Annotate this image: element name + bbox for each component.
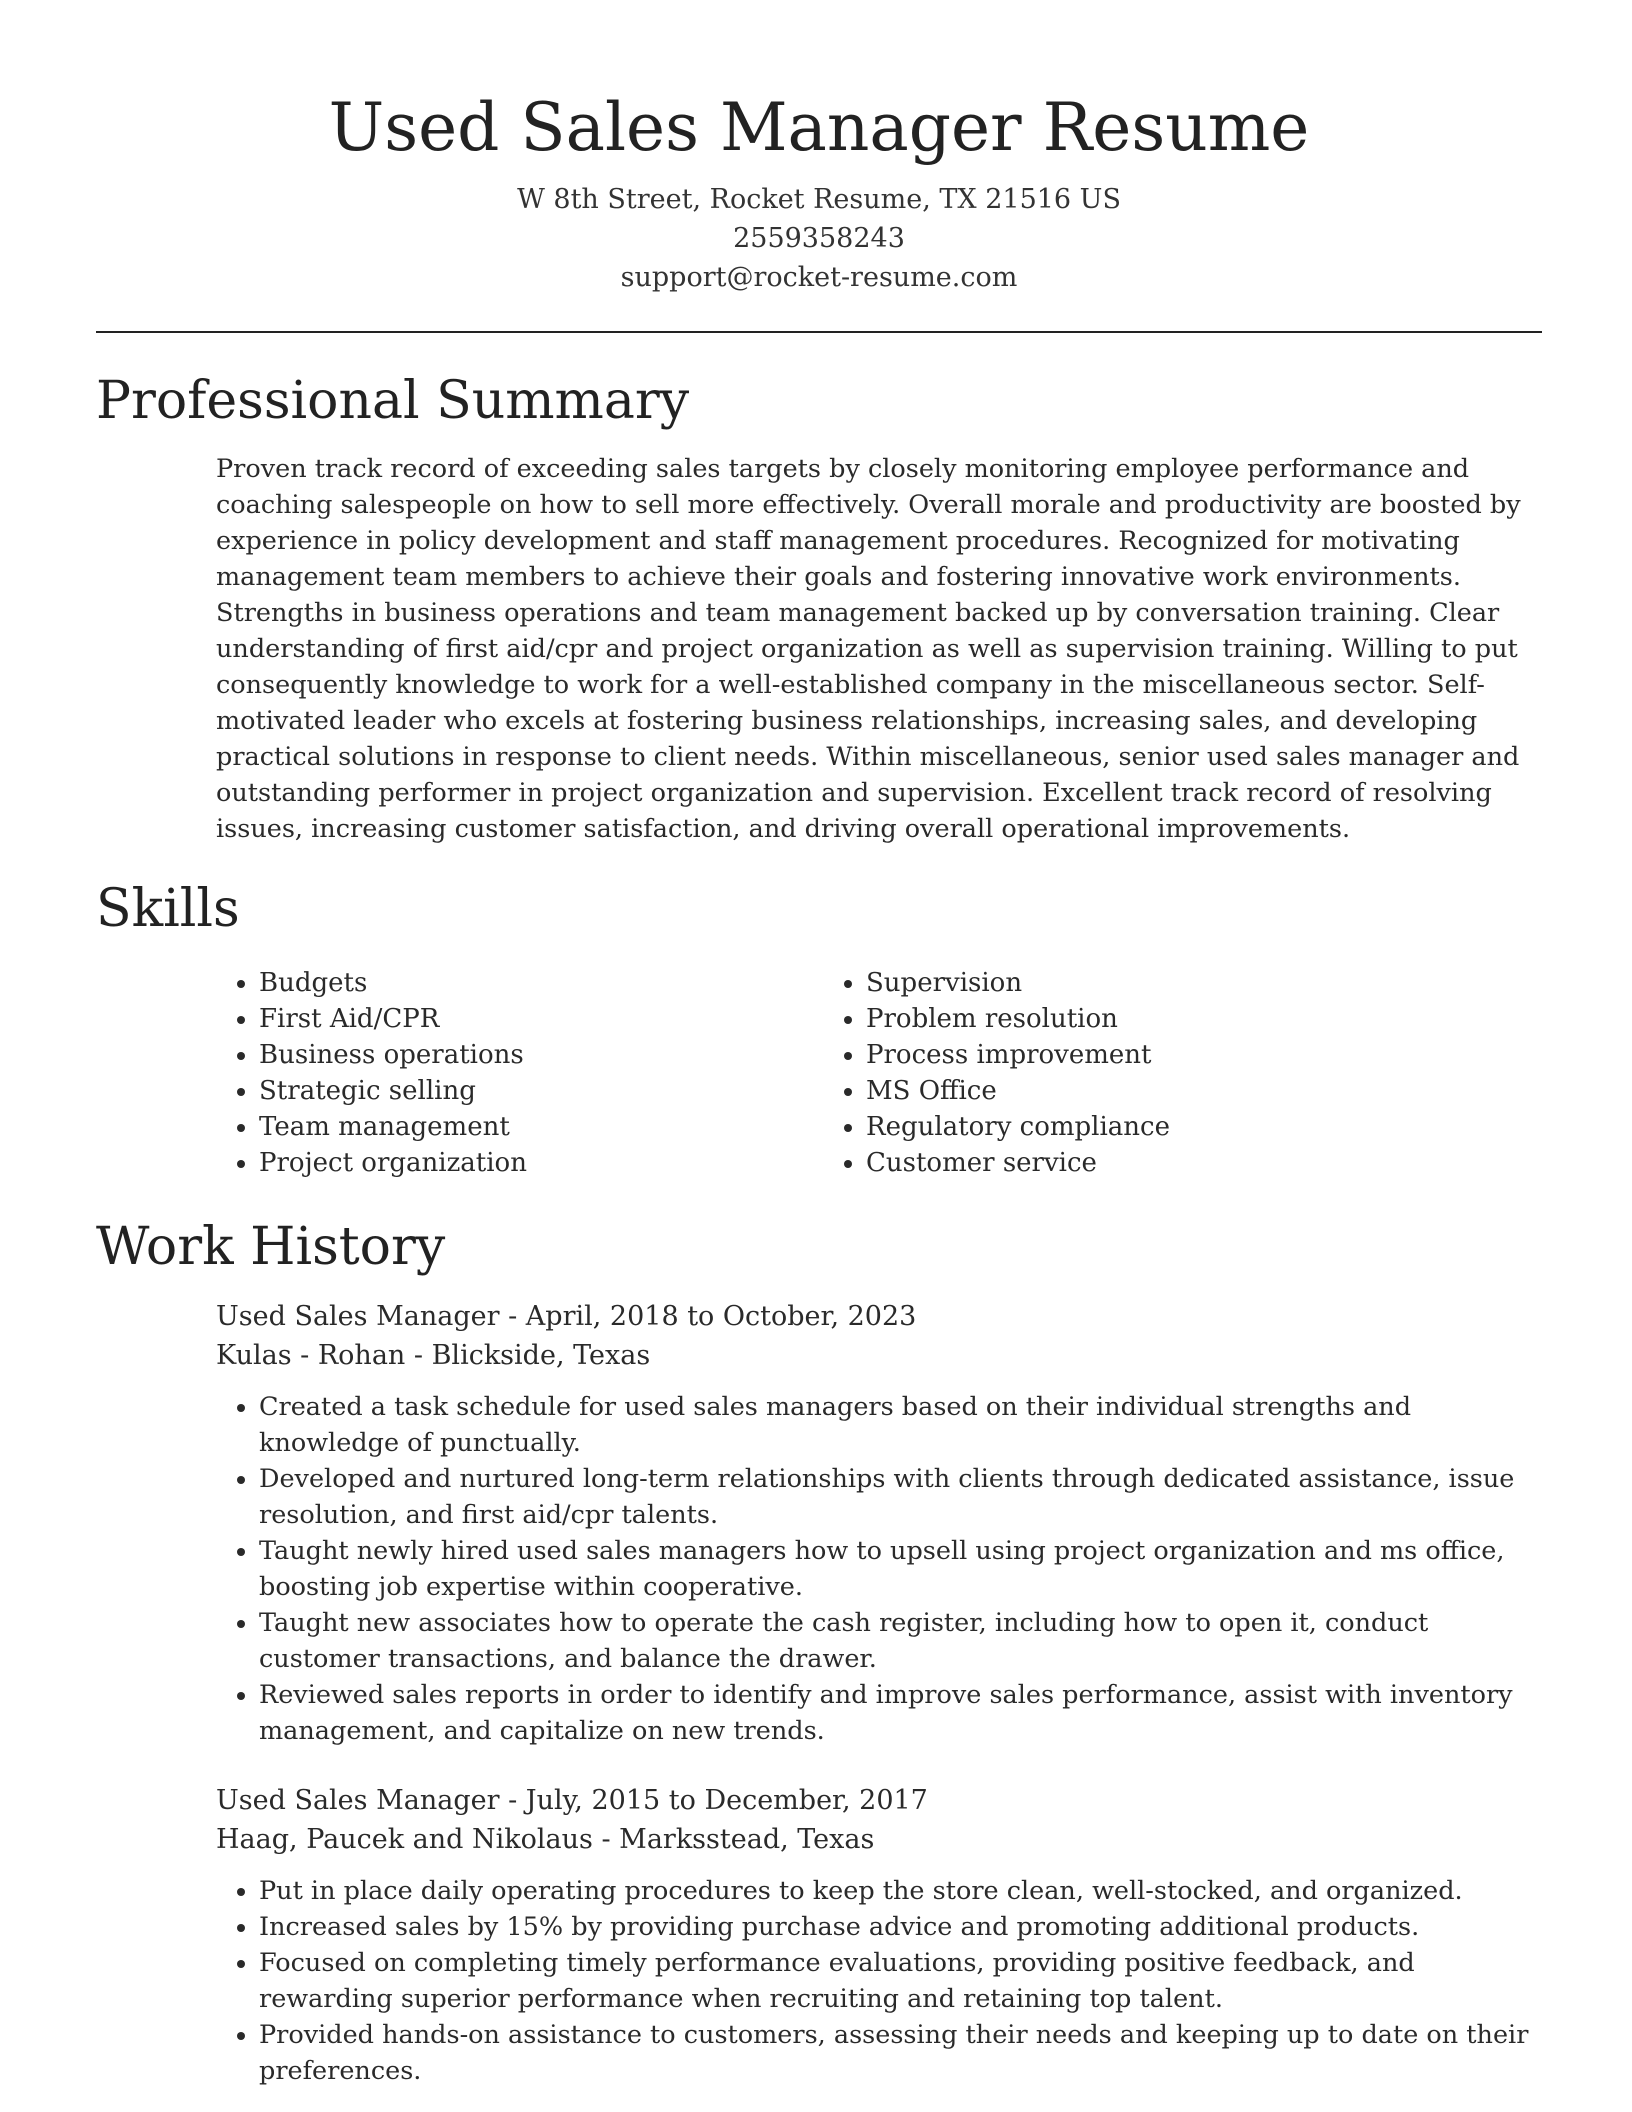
skill-item: • Problem resolution bbox=[866, 1001, 1430, 1037]
skills-column-right bbox=[823, 965, 1430, 1181]
skill-item: • Process improvement bbox=[866, 1037, 1430, 1073]
summary-text: Proven track record of exceeding sales targets by closely monitoring employee performance and coaching salespeople on how to sell more effectively. Overall morale and productivity are boosted by experience in policy development and staff management procedures. Recognized for motivating management team members to achieve their goals and fostering innovative work environments. Strengths in business operations and team management backed up by conversation training. Clear understanding of first aid/cpr and project organization as well as supervision training. Willing to put consequently knowledge to work for a well-established company in the miscellaneous sector. Self-motivated leader who excels at fostering business relationships, increasing sales, and developing practical solutions in response to client needs. Within miscellaneous, senior used sales manager and outstanding performer in project organization and supervision. Excellent track record of resolving issues, increasing customer satisfaction, and driving overall operational improvements. bbox=[216, 454, 1521, 844]
job-bullet: • Developed and nurtured long-term relationships with clients through dedicated assistance, issue resolution, and first aid/cpr talents. bbox=[259, 1461, 1542, 1533]
job-role-line: Used Sales Manager - April, 2018 to October, 2023 bbox=[216, 1301, 917, 1332]
header-divider bbox=[96, 331, 1542, 333]
job-bullet: • Increased sales by 15% by providing purchase advice and promoting additional products. bbox=[259, 1909, 1542, 1945]
job-bullet: • Reviewed sales reports in order to identify and improve sales performance, assist with inventory management, and capitalize on new trends. bbox=[259, 1677, 1542, 1749]
contact-email: support@rocket-resume.com bbox=[620, 262, 1018, 293]
job-bullet: • Provided hands-on assistance to customers, assessing their needs and keeping up to date on their preferences. bbox=[259, 2017, 1542, 2089]
contact-address: W 8th Street, Rocket Resume, TX 21516 US bbox=[517, 184, 1121, 215]
skill-item: • First Aid/CPR bbox=[259, 1001, 823, 1037]
job-bullet: • Taught new associates how to operate the cash register, including how to open it, conduct customer transactions, and balance the drawer. bbox=[259, 1605, 1542, 1677]
skills-list bbox=[216, 965, 1542, 1181]
skill-item: • Regulatory compliance bbox=[866, 1109, 1430, 1145]
resume-title: Used Sales Manager Resume bbox=[328, 89, 1310, 166]
contact-info bbox=[96, 180, 1542, 297]
resume-header bbox=[96, 0, 1542, 297]
skill-item: • Budgets bbox=[259, 965, 823, 1001]
skill-item: • MS Office bbox=[866, 1073, 1430, 1109]
resume-page bbox=[96, 0, 1542, 2089]
job-entry bbox=[216, 1781, 1542, 2089]
skill-item: • Project organization bbox=[259, 1145, 823, 1181]
job-bullet: • Taught newly hired used sales managers how to upsell using project organization and ms office, boosting job expertise within cooperative. bbox=[259, 1533, 1542, 1605]
skill-item: • Team management bbox=[259, 1109, 823, 1145]
job-company-line: Haag, Paucek and Nikolaus - Marksstead, Texas bbox=[216, 1824, 875, 1855]
job-company-line: Kulas - Rohan - Blickside, Texas bbox=[216, 1340, 651, 1371]
job-bullet: • Focused on completing timely performance evaluations, providing positive feedback, and rewarding superior performance when recruiting and retaining top talent. bbox=[259, 1945, 1542, 2017]
summary-heading: Professional Summary bbox=[96, 371, 690, 431]
skill-item: • Customer service bbox=[866, 1145, 1430, 1181]
job-role-line: Used Sales Manager - July, 2015 to December, 2017 bbox=[216, 1785, 928, 1816]
skills-heading: Skills bbox=[96, 879, 240, 939]
job-bullets bbox=[216, 1873, 1542, 2089]
skills-column-left bbox=[216, 965, 823, 1181]
work-history-heading: Work History bbox=[96, 1217, 446, 1277]
job-bullet: • Put in place daily operating procedures to keep the store clean, well-stocked, and organized. bbox=[259, 1873, 1542, 1909]
job-bullets bbox=[216, 1389, 1542, 1749]
skill-item: • Strategic selling bbox=[259, 1073, 823, 1109]
skill-item: • Supervision bbox=[866, 965, 1430, 1001]
contact-phone: 2559358243 bbox=[733, 223, 905, 254]
skill-item: • Business operations bbox=[259, 1037, 823, 1073]
job-bullet: • Created a task schedule for used sales managers based on their individual strengths and knowledge of punctually. bbox=[259, 1389, 1542, 1461]
job-entry bbox=[216, 1297, 1542, 1749]
